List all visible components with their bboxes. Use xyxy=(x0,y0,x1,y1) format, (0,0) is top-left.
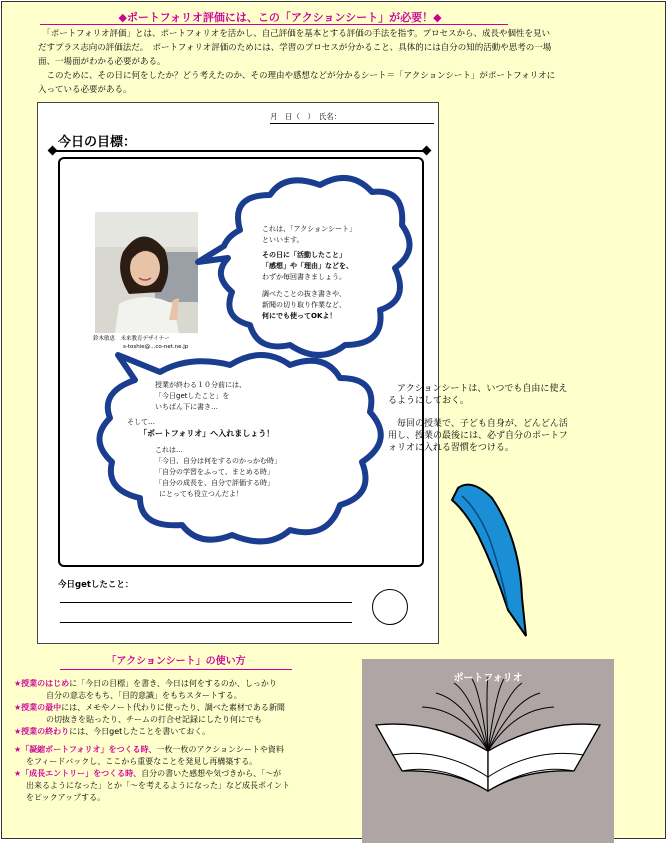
cloud-lower-line: 「自分の成長を、自分で評価する時」 xyxy=(155,479,274,487)
usage-item: 出来るようになった」とか「～を考えるようになった」など成長ポイント xyxy=(26,781,290,790)
writing-line xyxy=(60,622,352,623)
cloud-lower-line: 「自分の学習をふって、まとめる時」 xyxy=(155,468,274,476)
cloud-lower-line: 「今日、自分は何をするのかっかむ時」 xyxy=(155,457,281,465)
cloud-lower-line: 「今日getしたこと」を xyxy=(155,392,230,400)
goal-label: 今日の目標： xyxy=(58,135,137,150)
intro-paragraph-2: このために、その日に何をしたか？どう考えたのか、その理由や感想などが分かるシート＝「アクションシート」がポートフォリオに入っている必要がある。 xyxy=(38,71,556,95)
today-get-label: 今日getしたこと： xyxy=(58,580,134,590)
usage-item: をフィードバックし、ここから重要なことを発見し再構築する。 xyxy=(26,757,258,766)
cloud-upper-line: 「感想」や「理由」などを、 xyxy=(262,262,353,270)
usage-item: 自分の意志をもち、「目的意識」をもちスタートする。 xyxy=(46,691,242,700)
cloud-lower-line: いちばん下に書き… xyxy=(155,403,218,411)
cloud-lower-line: そして… xyxy=(127,418,155,426)
side-note-paragraph: 毎回の授業で、子ども自身が、どんどん活用し、授業の最後には、必ず自分のポートフォリオに入れる習慣をつける。 xyxy=(388,419,568,453)
side-note xyxy=(388,383,568,465)
side-note-paragraph: アクションシートは、いつでも自由に使えるようにしておく。 xyxy=(388,384,568,406)
intro-paragraph-1: 「ポートフォリオ評価」とは、ポートフォリオを活かし、自己評価を基本とする評価の手法を指す。プロセスから、成長や個性を見いだすプラス志向の評価法だ。 ポートフォリオ評価のためには、学習のプロセスが分かること、具体的には自分の知的活動や思考の一場面、一場面がわかる必要がある。 xyxy=(38,29,552,67)
usage-item: ★授業の終わりには、今日getしたことを書いておく。 xyxy=(14,727,211,736)
cloud-upper-line: わずか毎回書きましょう。 xyxy=(262,273,346,281)
usage-item: をピックアップする。 xyxy=(26,793,106,802)
cloud-upper-line: 何にでも使ってOKよ！ xyxy=(262,312,337,320)
page-title: ◆ポートフォリオ評価には、この「アクションシート」が必要！◆ xyxy=(118,11,442,24)
cloud-upper-line: これは、「アクションシート」 xyxy=(262,225,356,233)
usage-item: ★授業の最中には、メモやノート代わりに使ったり、調べた素材である新聞 xyxy=(14,703,285,712)
cloud-lower-text xyxy=(127,380,355,500)
portfolio-label: ポートフォリオ xyxy=(453,673,523,684)
stamp-circle xyxy=(372,589,408,625)
date-name-row: 月 日（ ） 氏名： xyxy=(270,111,434,124)
portfolio-book-image xyxy=(362,659,614,843)
usage-list xyxy=(14,678,364,804)
cloud-upper-line: 新聞の切り取り作業など、 xyxy=(262,301,346,309)
photo-caption-name: 鈴木敏恵 未来教育デザイナー xyxy=(93,336,170,342)
cloud-upper-line: その日に「活動したこと」 xyxy=(262,251,346,259)
usage-title: 「アクションシート」の使い方 xyxy=(60,652,292,670)
usage-item: ★「凝縮ポートフォリオ」をつくる時、一枚一枚のアクションシートや資料 xyxy=(14,745,284,754)
cloud-lower-line: これは… xyxy=(155,446,183,454)
usage-item: ★「成長エントリー」をつくる時、自分の書いた感想や気づきから、「～が xyxy=(14,769,282,778)
usage-item: の切抜きを貼ったり、チームの打合せ記録にしたり何にでも xyxy=(46,715,262,724)
cloud-upper-text xyxy=(262,224,392,322)
cloud-lower-line: 授業が終わる１０分前には、 xyxy=(155,381,246,389)
usage-item: ★授業のはじめに「今日の目標」を書き、今日は何をするのか、しっかり xyxy=(14,679,277,688)
blue-arrow-icon xyxy=(452,485,526,636)
photo-caption-email: s-toshie@...co-net.ne.jp xyxy=(123,344,189,350)
cloud-lower-line: 「ポートフォリオ」へ入れましょう！ xyxy=(139,429,275,438)
writing-line xyxy=(60,602,352,603)
cloud-upper-line: といいます。 xyxy=(262,236,304,244)
cloud-upper-line: 調べたことの抜き書きや、 xyxy=(262,290,346,298)
cloud-lower-line: にとっても役立つんだよ！ xyxy=(159,490,243,498)
